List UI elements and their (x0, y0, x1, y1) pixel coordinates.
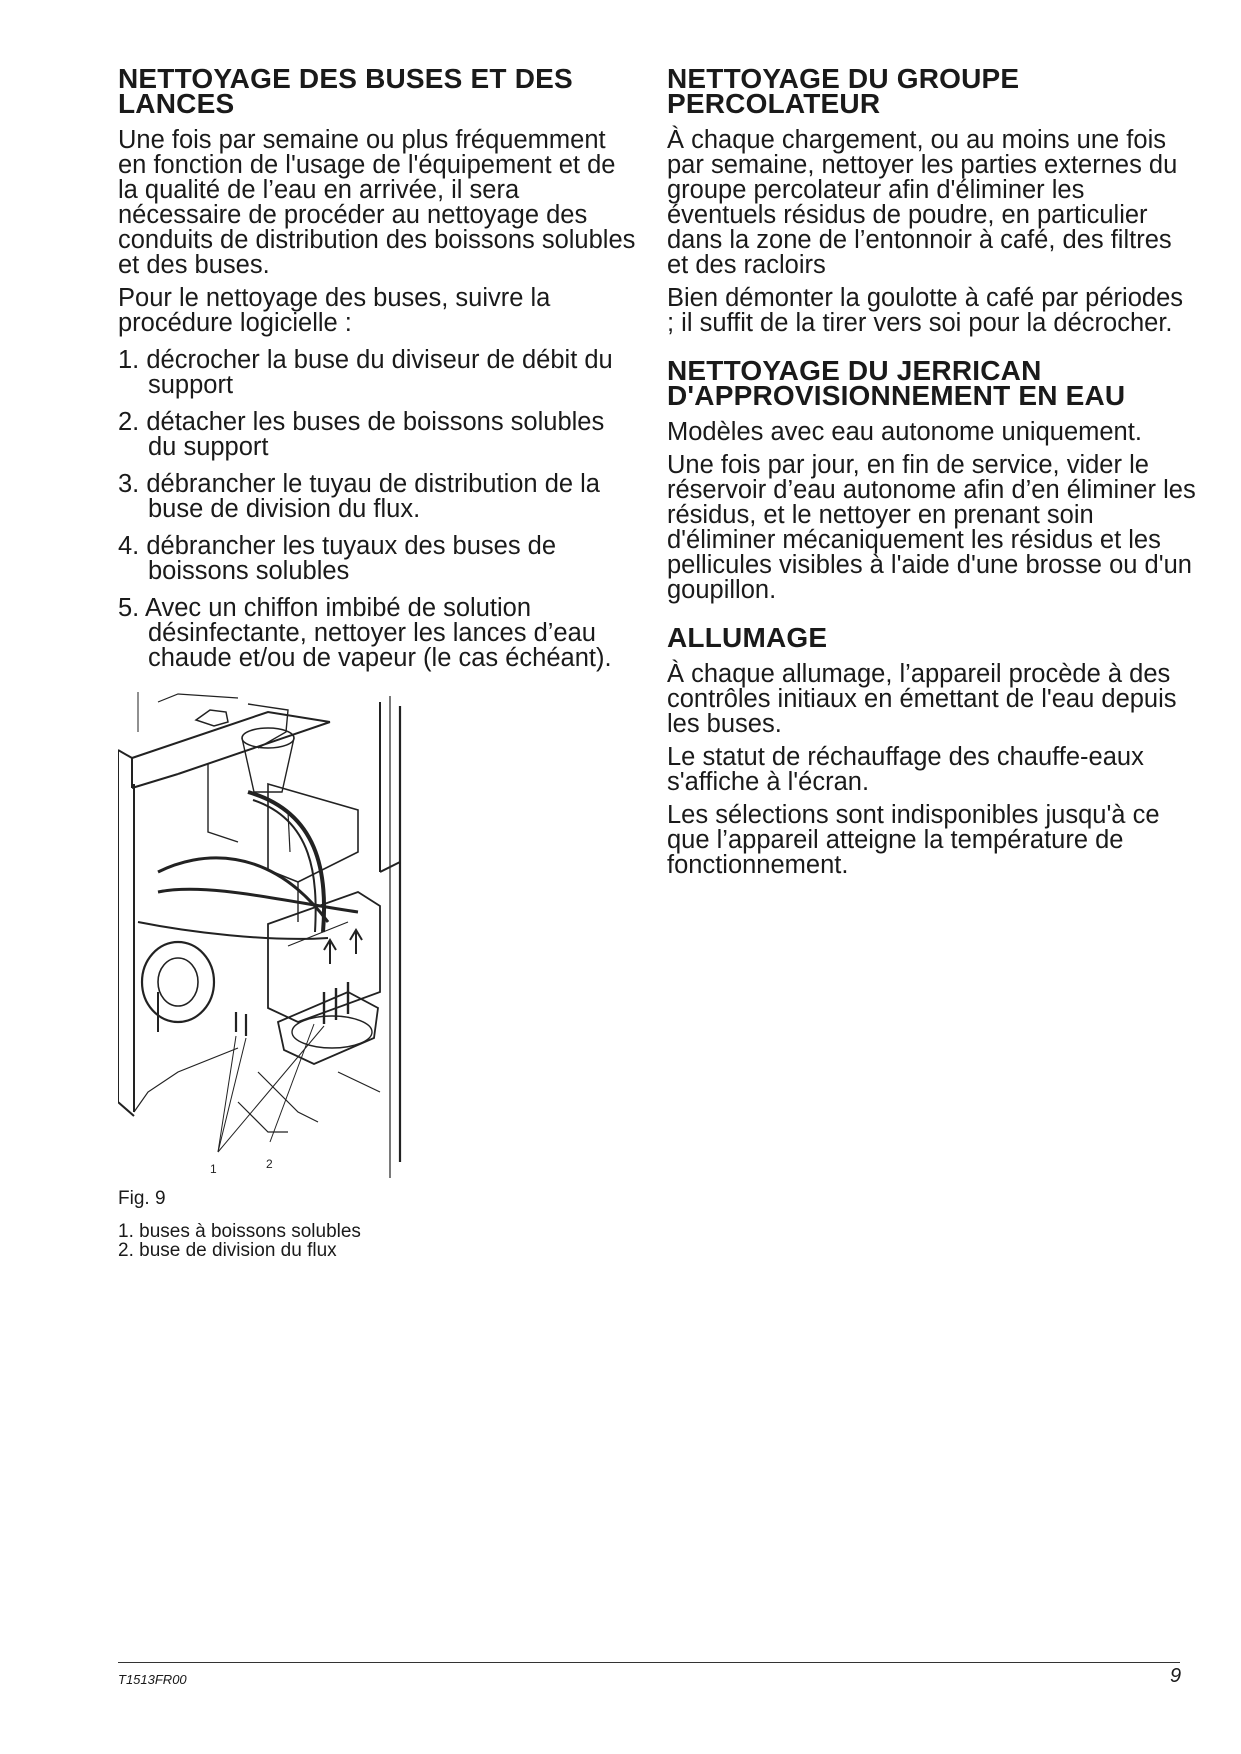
figure-legend (118, 1222, 361, 1260)
callout-2: 2 (266, 1157, 273, 1171)
section-title: NETTOYAGE DU JERRICAN D'APPROVISIONNEMENT EN EAU (667, 355, 1126, 411)
section-title: ALLUMAGE (667, 622, 828, 653)
section-title: NETTOYAGE DU GROUPE PERCOLATEUR (667, 63, 1020, 119)
callout-1: 1 (210, 1162, 217, 1176)
paragraph: Modèles avec eau autonome uniquement. (667, 418, 1142, 446)
document-code: T1513FR00 (118, 1672, 187, 1687)
paragraph: À chaque chargement, ou au moins une fois par semaine, nettoyer les parties externes du groupe percolateur afin d'éliminer les éventuels résidus de poudre, en particulier dans la zone de l’entonnoir à café, des filtres et des racloirs (667, 126, 1178, 279)
machine-drawing (118, 692, 448, 1178)
paragraph: À chaque allumage, l’appareil procède à des contrôles initiaux en émettant de l'eau depuis les buses. (667, 660, 1177, 738)
section-title-buses: NETTOYAGE DES BUSES ET DES LANCES (118, 63, 573, 119)
section-allumage (667, 622, 1197, 879)
list-item: 3. débrancher le tuyau de distribution de la buse de division du flux. (118, 470, 600, 523)
list-item: 4. débrancher les tuyaux des buses de boissons solubles (118, 532, 557, 585)
figure-9-illustration (118, 692, 448, 1178)
paragraph: Les sélections sont indisponibles jusqu'à ce que l’appareil atteigne la température de fonctionnement. (667, 801, 1160, 879)
legend-item: 1. buses à boissons solubles (118, 1221, 361, 1242)
paragraph: Une fois par jour, en fin de service, vider le réservoir d’eau autonome afin d’en éliminer les résidus, et le nettoyer en prenant soin d'éliminer mécaniquement les résidus et les pellicules visibles à l'aide d'une brosse ou d'un goupillon. (667, 451, 1196, 604)
paragraph: Pour le nettoyage des buses, suivre la procédure logicielle : (118, 284, 551, 337)
section-percolateur (667, 63, 1197, 337)
footer-divider (118, 1662, 1180, 1663)
paragraph: Le statut de réchauffage des chauffe-eaux s'affiche à l'écran. (667, 743, 1144, 796)
left-column (118, 63, 638, 683)
right-column (667, 63, 1197, 900)
page-number: 9 (1170, 1665, 1182, 1687)
list-item: 5. Avec un chiffon imbibé de solution désinfectante, nettoyer les lances d’eau chaude et/ou de vapeur (le cas échéant). (118, 594, 612, 672)
list-item: 2. détacher les buses de boissons solubles du support (118, 408, 605, 461)
paragraph: Bien démonter la goulotte à café par périodes ; il suffit de la tirer vers soi pour la décrocher. (667, 284, 1184, 337)
list-item: 1. décrocher la buse du diviseur de débit du support (118, 346, 613, 399)
legend-item: 2. buse de division du flux (118, 1240, 337, 1261)
cleaning-steps-list (118, 348, 638, 671)
section-jerrican (667, 355, 1197, 604)
paragraph: Une fois par semaine ou plus fréquemment en fonction de l'usage de l'équipement et de la qualité de l’eau en arrivée, il sera nécessaire de procéder au nettoyage des conduits de distribution des boissons solubles et des buses. (118, 126, 636, 279)
figure-label: Fig. 9 (118, 1188, 166, 1209)
